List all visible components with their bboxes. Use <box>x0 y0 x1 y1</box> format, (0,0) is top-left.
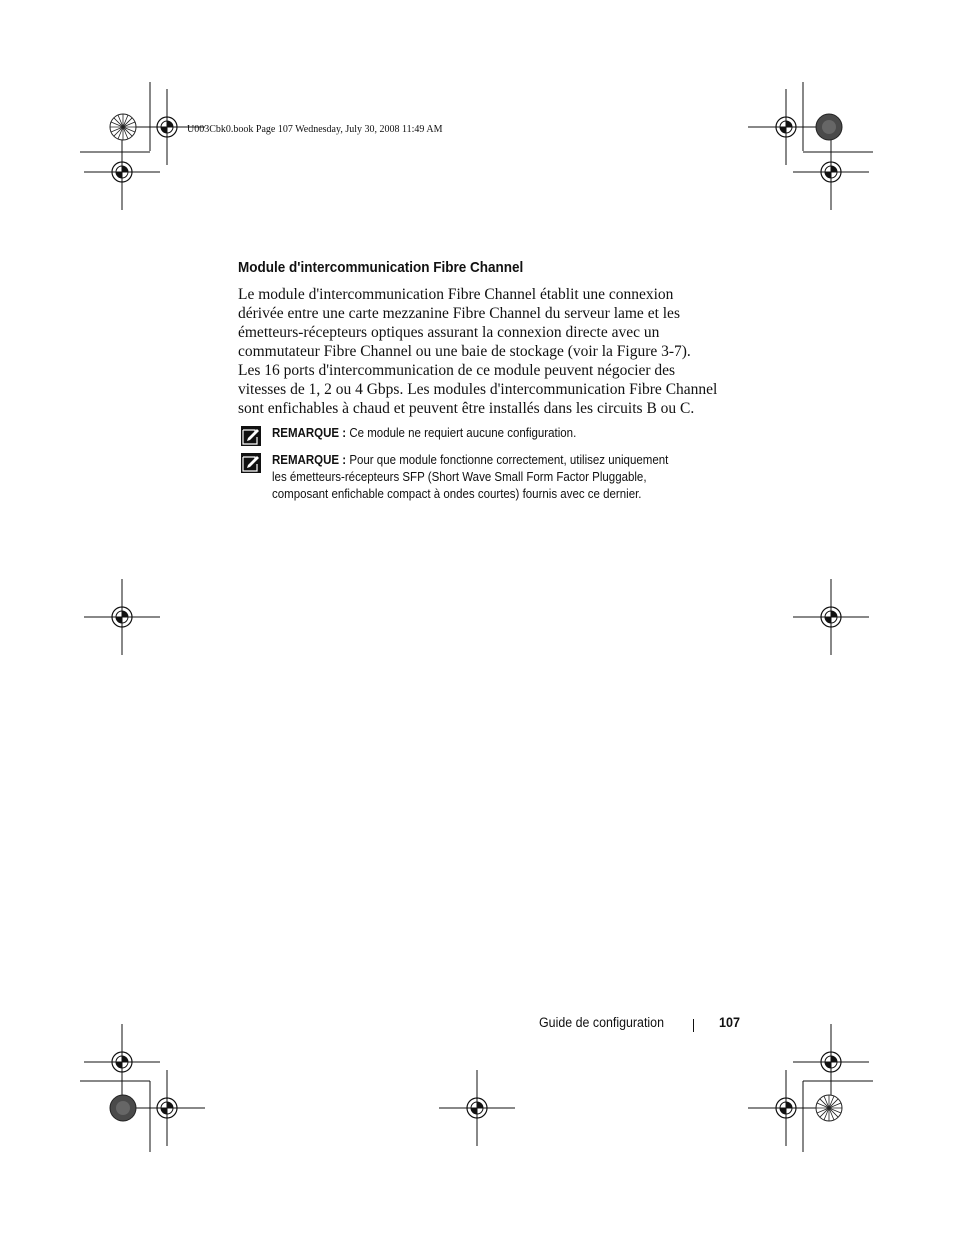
note-pencil-icon <box>240 425 262 447</box>
paragraph-line: sont enfichables à chaud et peuvent être installés dans les circuits B ou C. <box>238 400 695 417</box>
paragraph-line: commutateur Fibre Channel ou une baie de stockage (voir la Figure 3-7). <box>238 343 691 360</box>
note-label: REMARQUE : <box>272 426 347 440</box>
page-number: 107 <box>719 1014 741 1030</box>
note-text <box>272 425 576 442</box>
section-heading: Module d'intercommunication Fibre Channel <box>238 259 524 276</box>
footer-divider <box>693 1019 694 1032</box>
note-text <box>272 452 668 503</box>
note-line: Ce module ne requiert aucune configuration. <box>349 426 577 440</box>
note-line: les émetteurs-récepteurs SFP (Short Wave Small Form Factor Pluggable, <box>272 470 647 484</box>
print-slug-line: U003Cbk0.book Page 107 Wednesday, July 30, 2008 11:49 AM <box>187 124 443 135</box>
note-label: REMARQUE : <box>272 453 347 467</box>
paragraph-line: émetteurs-récepteurs optiques assurant la connexion directe avec un <box>238 324 660 341</box>
paragraph-line: Les 16 ports d'intercommunication de ce module peuvent négocier des <box>238 362 676 379</box>
paragraph-line: Le module d'intercommunication Fibre Channel établit une connexion <box>238 286 674 303</box>
footer-document-title: Guide de configuration <box>539 1015 664 1030</box>
note-line: composant enfichable compact à ondes courtes) fournis avec ce dernier. <box>272 487 642 501</box>
paragraph-line: vitesses de 1, 2 ou 4 Gbps. Les modules d'intercommunication Fibre Channel <box>238 381 718 398</box>
paragraph-line: dérivée entre une carte mezzanine Fibre Channel du serveur lame et les <box>238 305 680 322</box>
section-paragraph <box>238 285 758 418</box>
note-line: Pour que module fonctionne correctement, utilisez uniquement <box>349 453 669 467</box>
note-pencil-icon <box>240 452 262 474</box>
